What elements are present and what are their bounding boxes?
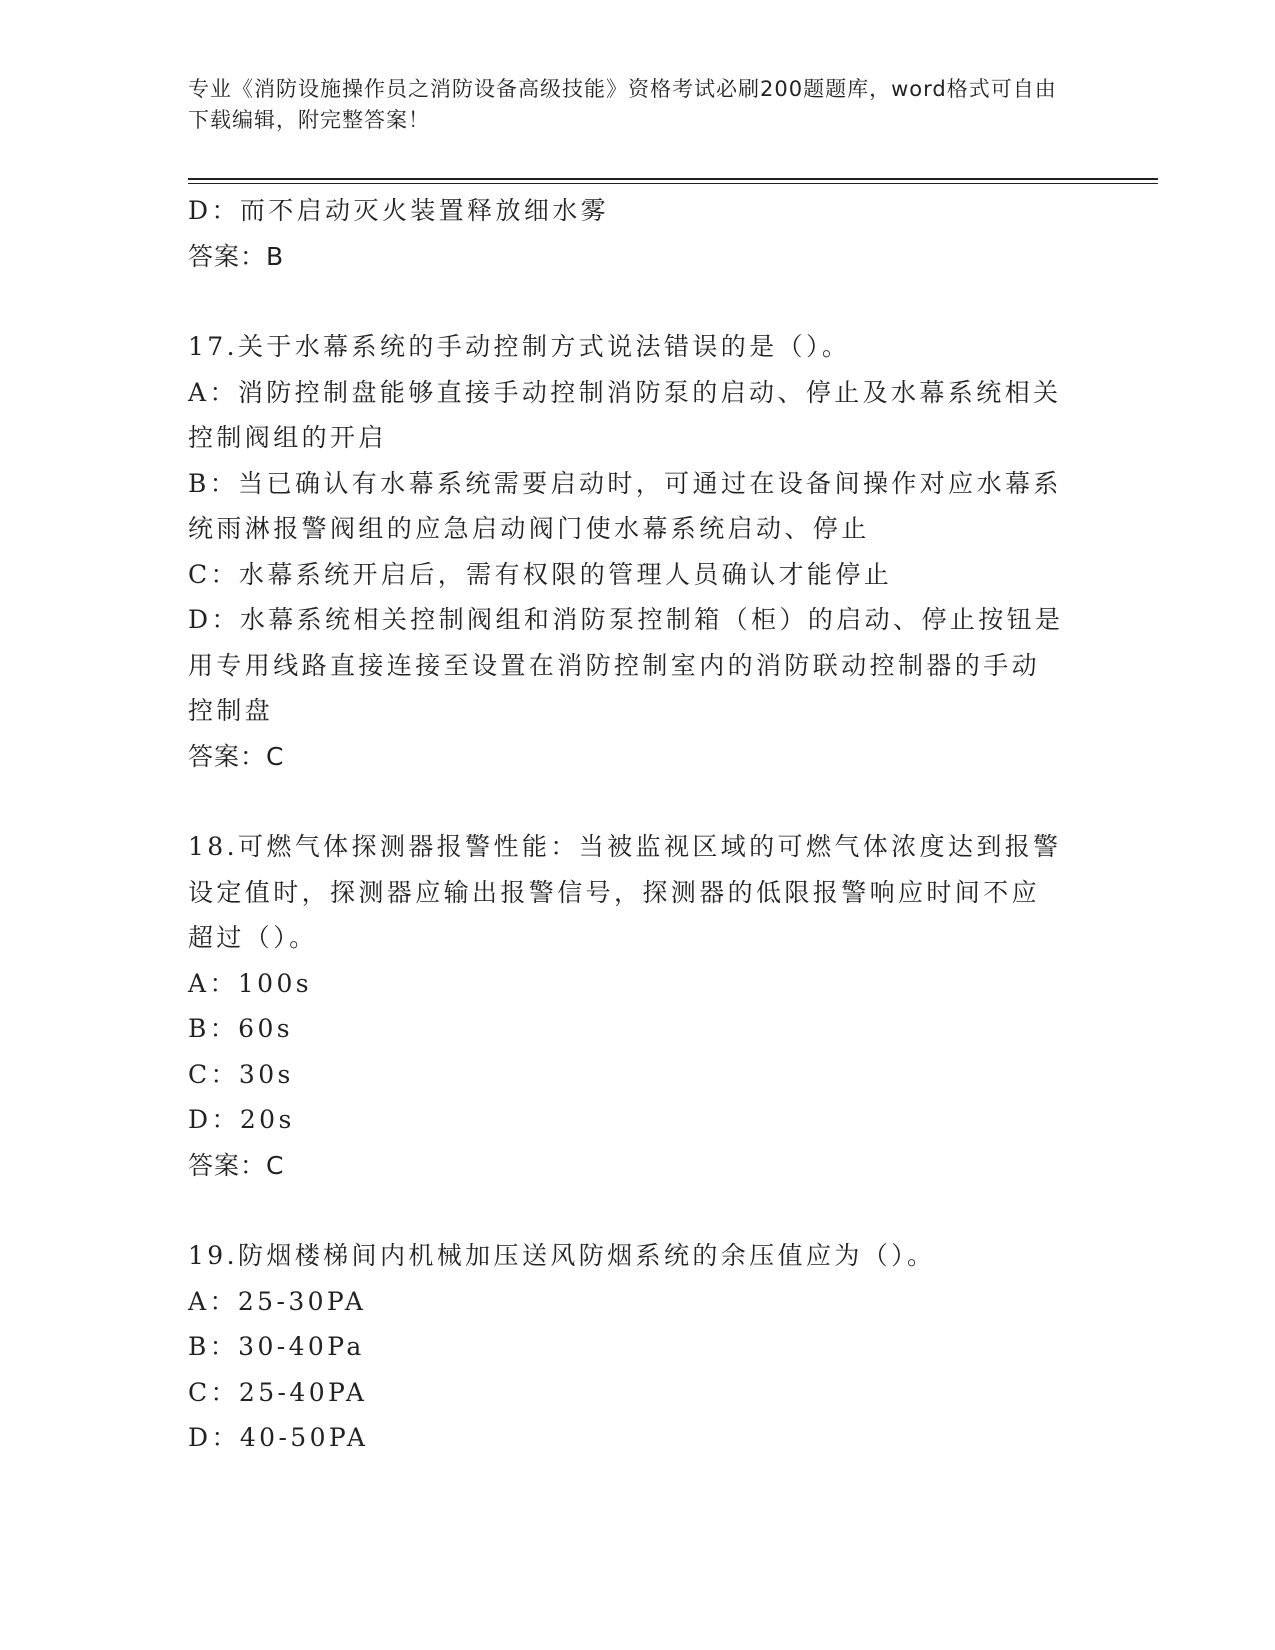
prev-question-answer: 答案：B	[188, 241, 285, 271]
question-stem: 设定值时，探测器应输出报警信号，探测器的低限报警响应时间不应	[188, 877, 1041, 907]
question-18	[188, 824, 1078, 1188]
option-d-line: 控制盘	[188, 696, 274, 725]
option-b-line: 统雨淋报警阀组的应急启动阀门使水幕系统启动、停止	[188, 514, 870, 543]
option-a-line: A：25-30PA	[188, 1286, 367, 1316]
question-stem: 18.可燃气体探测器报警性能：当被监视区域的可燃气体浓度达到报警	[188, 832, 1062, 861]
question-answer: 答案：C	[188, 741, 285, 771]
option-c-line: C：25-40PA	[188, 1377, 368, 1407]
question-17	[188, 324, 1078, 779]
option-d-line: D：20s	[188, 1105, 295, 1134]
question-stem: 17.关于水幕系统的手动控制方式说法错误的是（）。	[188, 332, 851, 361]
option-b-line: B：60s	[188, 1014, 294, 1043]
question-stem: 19.防烟楼梯间内机械加压送风防烟系统的余压值应为（）。	[188, 1241, 936, 1270]
option-c-line: C：水幕系统开启后，需有权限的管理人员确认才能停止	[188, 559, 893, 589]
option-d-line: D：水幕系统相关控制阀组和消防泵控制箱（柜）的启动、停止按钮是	[188, 605, 1064, 634]
page-header	[188, 74, 1068, 136]
question-answer: 答案：C	[188, 1150, 285, 1180]
option-a-line: A：100s	[188, 968, 313, 998]
option-a-line: 控制阀组的开启	[188, 423, 387, 452]
option-b-line: B：30-40Pa	[188, 1332, 365, 1361]
option-c-line: C：30s	[188, 1059, 294, 1089]
option-d-line: D：40-50PA	[188, 1423, 369, 1452]
question-list	[188, 188, 1078, 1461]
header-divider	[188, 178, 1158, 180]
question-stem: 超过（）。	[188, 923, 318, 952]
prev-question-option-d: D：而不启动灭火装置释放细水雾	[188, 196, 610, 225]
option-d-line: 用专用线路直接连接至设置在消防控制室内的消防联动控制器的手动	[188, 650, 1041, 680]
header-title: 专业《消防设施操作员之消防设备高级技能》资格考试必刷200题题库，word格式可自由下载编辑，附完整答案！	[188, 77, 1057, 132]
option-a-line: A：消防控制盘能够直接手动控制消防泵的启动、停止及水幕系统相关	[188, 377, 1062, 407]
header-divider-thin	[188, 183, 1158, 184]
question-19	[188, 1233, 1078, 1461]
option-b-line: B：当已确认有水幕系统需要启动时，可通过在设备间操作对应水幕系	[188, 468, 1062, 498]
